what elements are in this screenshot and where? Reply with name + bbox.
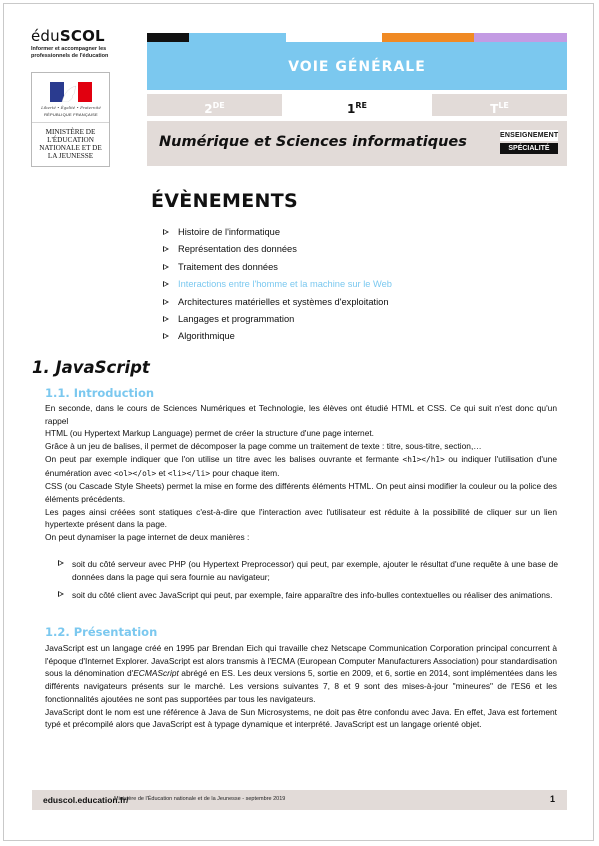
bullet-text: soit du côté serveur avec PHP (ou Hypertext Preprocessor) qui peut, par exemple, ajouter le résultat d'une requête à une base de données dans la page qui sera fournie au navigateur;: [72, 559, 558, 582]
theme-label: Interactions entre l'homme et la machine sur le Web: [178, 279, 392, 290]
track-title: VOIE GÉNÉRALE: [288, 59, 426, 75]
tab-terminale[interactable]: [432, 94, 567, 116]
level-main: 2: [204, 102, 213, 116]
color-strip-purple: [474, 33, 567, 42]
theme-label: Algorithmique: [178, 331, 235, 342]
ministry-divider: [32, 122, 109, 123]
footer-site-link[interactable]: eduscol.education.fr/: [43, 795, 129, 805]
text-run-italic: ECMAScript: [133, 668, 179, 679]
theme-item[interactable]: [163, 227, 392, 244]
presentation-text: [45, 642, 557, 731]
level-sup: LE: [498, 101, 509, 110]
brand-light: édu: [31, 27, 60, 45]
paragraph: CSS (ou Cascade Style Sheets) permet la mise en forme des différents éléments HTML. On peut ainsi modifier la couleur ou la police des éléments précédents.: [45, 481, 557, 504]
bullet-list: [58, 558, 558, 602]
theme-label: Langages et programmation: [178, 313, 295, 324]
section-title: 1. JavaScript: [32, 358, 150, 377]
text-run: abrégé en ES. Les deux versions 5, sortie en 2009, et 6, sortie en 2014, sont implémentées dans les différents navigateurs présents sur le marché. Les versions suivantes 7, 8 et 9 sont des mises-à-jour "mineures" de l'ES6 et les fonctionnalités ajoutées ne sont pas supportées par tous les navigateurs.: [45, 668, 557, 704]
track-banner: [147, 42, 567, 90]
code-tag: <ol></ol>: [113, 468, 157, 478]
color-strip-blue: [189, 33, 286, 42]
triangle-bullet-icon: [163, 316, 169, 322]
theme-label: Architectures matérielles et systèmes d'exploitation: [178, 296, 389, 307]
tab-premiere[interactable]: [287, 94, 427, 116]
page-footer: [32, 790, 567, 810]
ministry-logo: [31, 72, 110, 167]
paragraph: [45, 642, 557, 706]
text-run: ou indiquer l'utilisation d'une énumération avec: [45, 453, 557, 478]
paragraph: Grâce à un jeu de balises, il permet de décomposer la page comme un traitement de texte : titre, sous-titre, section,…: [45, 441, 482, 452]
paragraph: [45, 453, 557, 480]
code-tag: <li></li>: [167, 468, 211, 478]
triangle-bullet-icon: [163, 229, 169, 235]
paragraph: Les pages ainsi créées sont statiques c'est-à-dire que l'interaction avec l'utilisateur est réduite à la possibilité de cliquer sur un lien hypertexte présent dans la page.: [45, 506, 557, 530]
level-main: 1: [347, 102, 356, 116]
themes-heading: ÉVÈNEMENTS: [151, 190, 298, 212]
page-number: 1: [549, 794, 555, 804]
marianne-icon: [50, 82, 92, 102]
theme-item[interactable]: [163, 331, 392, 348]
text-run: pour chaque item.: [210, 467, 280, 478]
bullet-text: soit du côté client avec JavaScript qui peut, par exemple, faire apparaître des info-bulles contextuelles ou réaliser des animations.: [72, 590, 553, 601]
list-item: [58, 589, 558, 602]
triangle-bullet-icon: [163, 281, 169, 287]
triangle-bullet-icon: [58, 591, 64, 597]
text-run: et: [156, 467, 168, 478]
paragraph: JavaScript dont le nom est une référence à Java de Sun Microsystems, ne doit pas être confondu avec Java. En effet, Java est fortement typé et précompilé alors que JavaScript est à typage dynamique et interprété. JavaScript est un langage orienté objet.: [45, 706, 557, 730]
text-run: On peut par exemple indiquer que l'on utilise un titre avec les balises ouvrante et fermante: [45, 453, 403, 464]
color-strip-black: [147, 33, 189, 42]
color-strip-orange: [382, 33, 474, 42]
text-run: JavaScript est un langage créé en 1995 par Brendan Eich qui travaille chez Netscape Communication Corporation principal concurrent à l'époque d'Internet Explorer. JavaScript est alors transmis à l'ECMA (European Computer Manufacturers Association) pour standardisation sous la dénomination d': [45, 643, 557, 679]
theme-item[interactable]: [163, 314, 392, 331]
theme-label: Représentation des données: [178, 244, 297, 255]
brand-tagline: Informer et accompagner les professionnels de l'éducation: [31, 46, 109, 59]
triangle-bullet-icon: [163, 333, 169, 339]
subject-bar: [147, 121, 567, 166]
badge-enseignement: ENSEIGNEMENT: [500, 132, 559, 139]
ministry-name: MINISTÈRE DE L'ÉDUCATION NATIONALE ET DE LA JEUNESSE: [39, 128, 102, 160]
tab-seconde[interactable]: [147, 94, 282, 116]
paragraph: En seconde, dans le cours de Sciences Numériques et Technologie, les élèves ont étudié HTML et CSS. Ce qui suit n'est donc qu'un rappel: [45, 403, 557, 426]
subsection-title-intro: 1.1. Introduction: [45, 386, 155, 400]
theme-label: Histoire de l'informatique: [178, 227, 281, 237]
theme-item[interactable]: [163, 262, 392, 279]
theme-item-active[interactable]: [163, 279, 392, 296]
intro-text: [45, 402, 557, 544]
triangle-bullet-icon: [163, 299, 169, 305]
paragraph: On peut dynamiser la page internet de deux manières :: [45, 532, 250, 543]
subject-title: Numérique et Sciences informatiques: [159, 134, 467, 150]
theme-item[interactable]: [163, 244, 392, 261]
republic-motto: Liberté • Égalité • Fraternité: [41, 105, 101, 110]
triangle-bullet-icon: [163, 246, 169, 252]
brand-bold: SCOL: [59, 27, 105, 45]
level-tabs: [147, 94, 567, 116]
footer-info: Ministère de l'Éducation nationale et de la Jeunesse - septembre 2019: [114, 796, 286, 802]
theme-item[interactable]: [163, 297, 392, 314]
republic-name: RÉPUBLIQUE FRANÇAISE: [44, 112, 98, 117]
level-sup: RE: [355, 101, 367, 110]
list-item: [58, 558, 558, 583]
level-sup: DE: [212, 101, 225, 110]
marianne-emblem: [40, 81, 102, 121]
code-tag: <h1></h1>: [402, 454, 445, 464]
triangle-bullet-icon: [163, 264, 169, 270]
subsection-title-presentation: 1.2. Présentation: [45, 625, 158, 639]
badge-specialite: SPÉCIALITÉ: [500, 143, 558, 154]
themes-list: [163, 227, 392, 349]
level-main: T: [490, 102, 499, 116]
eduscol-logo[interactable]: [31, 27, 121, 60]
theme-label: Traitement des données: [178, 261, 278, 272]
paragraph: HTML (ou Hypertext Markup Language) permet de créer la structure d'une page internet.: [45, 428, 375, 439]
triangle-bullet-icon: [58, 560, 64, 566]
